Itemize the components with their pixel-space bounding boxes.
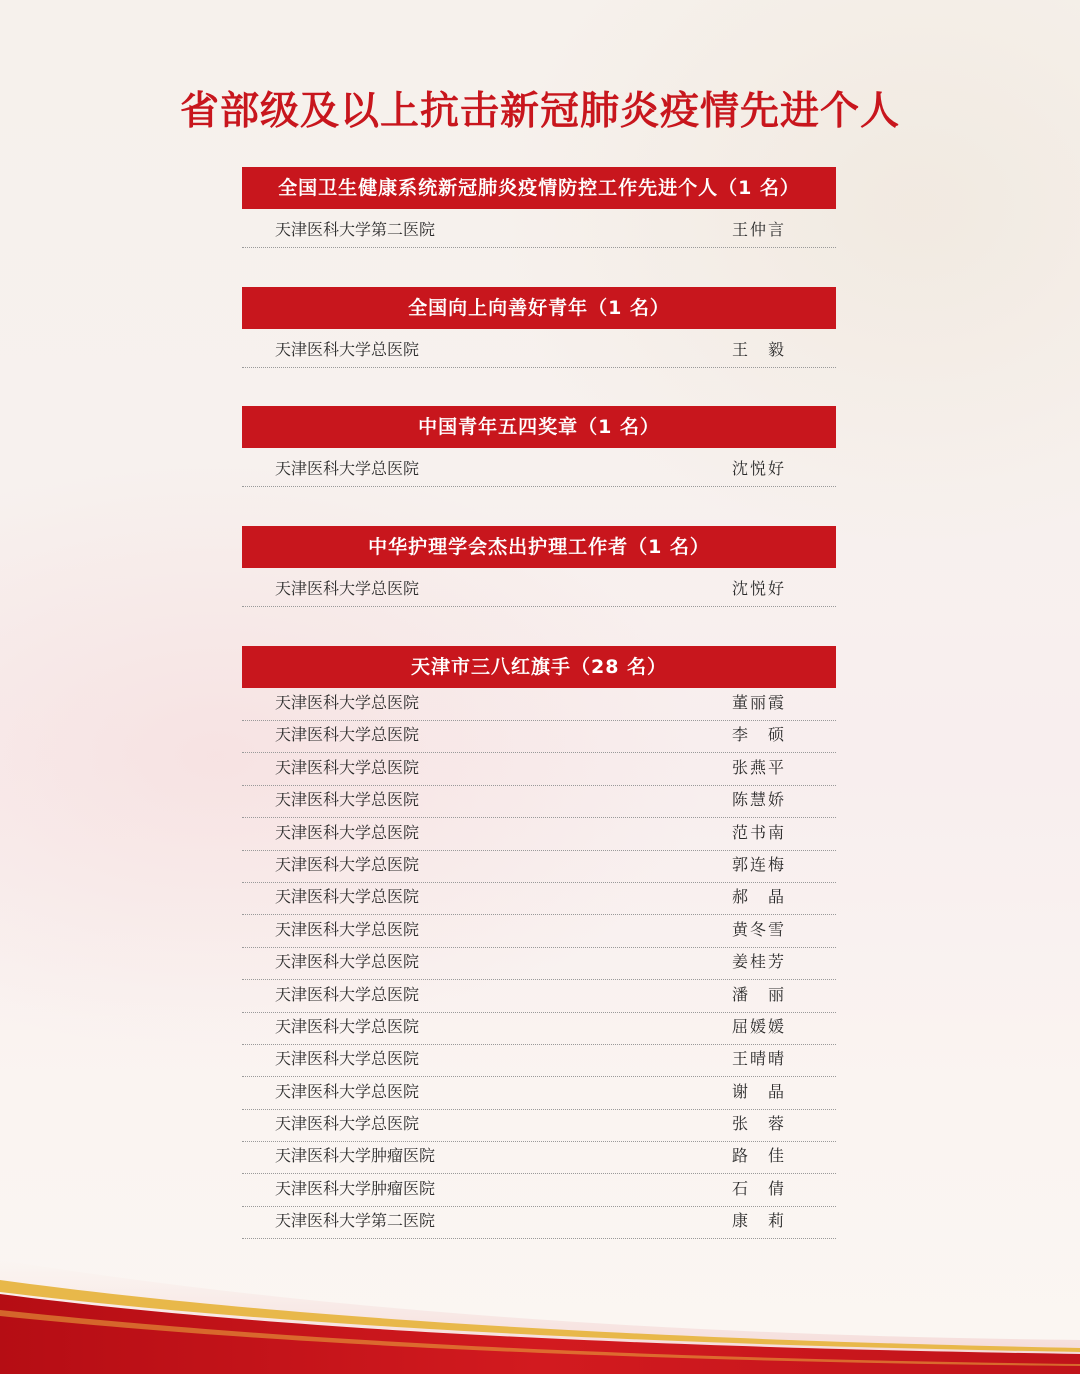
award-section-2 [242, 287, 836, 368]
person-name: 路 佳 [732, 1146, 784, 1166]
person-name: 陈慧娇 [732, 790, 784, 810]
person-name: 姜桂芳 [732, 952, 784, 972]
list-item [242, 1110, 836, 1142]
list-item [242, 1077, 836, 1109]
list-item [242, 948, 836, 980]
org-name: 天津医科大学总医院 [275, 579, 420, 598]
person-name: 董丽霞 [732, 693, 784, 712]
section-heading: 中华护理学会杰出护理工作者（1 名） [242, 526, 836, 568]
list-item [242, 209, 836, 248]
org-name: 天津医科大学总医院 [275, 693, 420, 712]
person-name: 王晴晴 [732, 1049, 784, 1069]
list-item [242, 1142, 836, 1174]
award-section-1 [242, 167, 836, 248]
org-name: 天津医科大学总医院 [275, 1081, 420, 1101]
list-item [242, 1013, 836, 1045]
section-heading: 天津市三八红旗手（28 名） [242, 646, 836, 688]
org-name: 天津医科大学总医院 [275, 887, 420, 907]
person-name: 沈悦好 [732, 459, 784, 478]
list-item [242, 818, 836, 850]
person-name: 范书南 [732, 822, 784, 842]
decorative-ribbon [0, 1240, 1080, 1374]
section-heading: 全国卫生健康系统新冠肺炎疫情防控工作先进个人（1 名） [242, 167, 836, 209]
list-item [242, 851, 836, 883]
section-heading: 全国向上向善好青年（1 名） [242, 287, 836, 329]
person-name: 石 倩 [732, 1178, 784, 1198]
org-name: 天津医科大学总医院 [275, 1049, 420, 1069]
org-name: 天津医科大学第二医院 [275, 1211, 436, 1231]
person-name: 黄冬雪 [732, 919, 784, 939]
list-item [242, 1174, 836, 1206]
list-item [242, 753, 836, 785]
list-item [242, 1045, 836, 1077]
person-name: 屈媛媛 [732, 1016, 784, 1036]
list-item [242, 980, 836, 1012]
person-name: 张 蓉 [732, 1114, 784, 1134]
list-item [242, 786, 836, 818]
person-name: 王 毅 [732, 340, 784, 359]
person-name: 谢 晶 [732, 1081, 784, 1101]
list-item [242, 568, 836, 607]
org-name: 天津医科大学总医院 [275, 1114, 420, 1134]
list-item [242, 329, 836, 368]
list-item [242, 688, 836, 721]
org-name: 天津医科大学总医院 [275, 459, 420, 478]
org-name: 天津医科大学肿瘤医院 [275, 1178, 436, 1198]
person-name: 李 硕 [732, 725, 784, 745]
person-name: 郝 晶 [732, 887, 784, 907]
list-item [242, 1207, 836, 1239]
list-item [242, 448, 836, 487]
list-item [242, 915, 836, 947]
org-name: 天津医科大学总医院 [275, 790, 420, 810]
org-name: 天津医科大学总医院 [275, 919, 420, 939]
person-name: 沈悦好 [732, 579, 784, 598]
org-name: 天津医科大学总医院 [275, 984, 420, 1004]
org-name: 天津医科大学第二医院 [275, 220, 436, 239]
list-item [242, 883, 836, 915]
person-name: 潘 丽 [732, 984, 784, 1004]
org-name: 天津医科大学总医院 [275, 854, 420, 874]
person-name: 康 莉 [732, 1211, 784, 1231]
award-section-4 [242, 526, 836, 607]
org-name: 天津医科大学肿瘤医院 [275, 1146, 436, 1166]
award-section-3 [242, 406, 836, 487]
person-name: 王仲言 [732, 220, 784, 239]
org-name: 天津医科大学总医院 [275, 340, 420, 359]
section-heading: 中国青年五四奖章（1 名） [242, 406, 836, 448]
org-name: 天津医科大学总医院 [275, 822, 420, 842]
org-name: 天津医科大学总医院 [275, 1016, 420, 1036]
person-name: 张燕平 [732, 757, 784, 777]
list-item [242, 721, 836, 753]
org-name: 天津医科大学总医院 [275, 757, 420, 777]
page-title: 省部级及以上抗击新冠肺炎疫情先进个人 [179, 89, 900, 134]
award-section-5 [242, 646, 836, 1239]
org-name: 天津医科大学总医院 [275, 725, 420, 745]
person-name: 郭连梅 [732, 854, 784, 874]
org-name: 天津医科大学总医院 [275, 952, 420, 972]
